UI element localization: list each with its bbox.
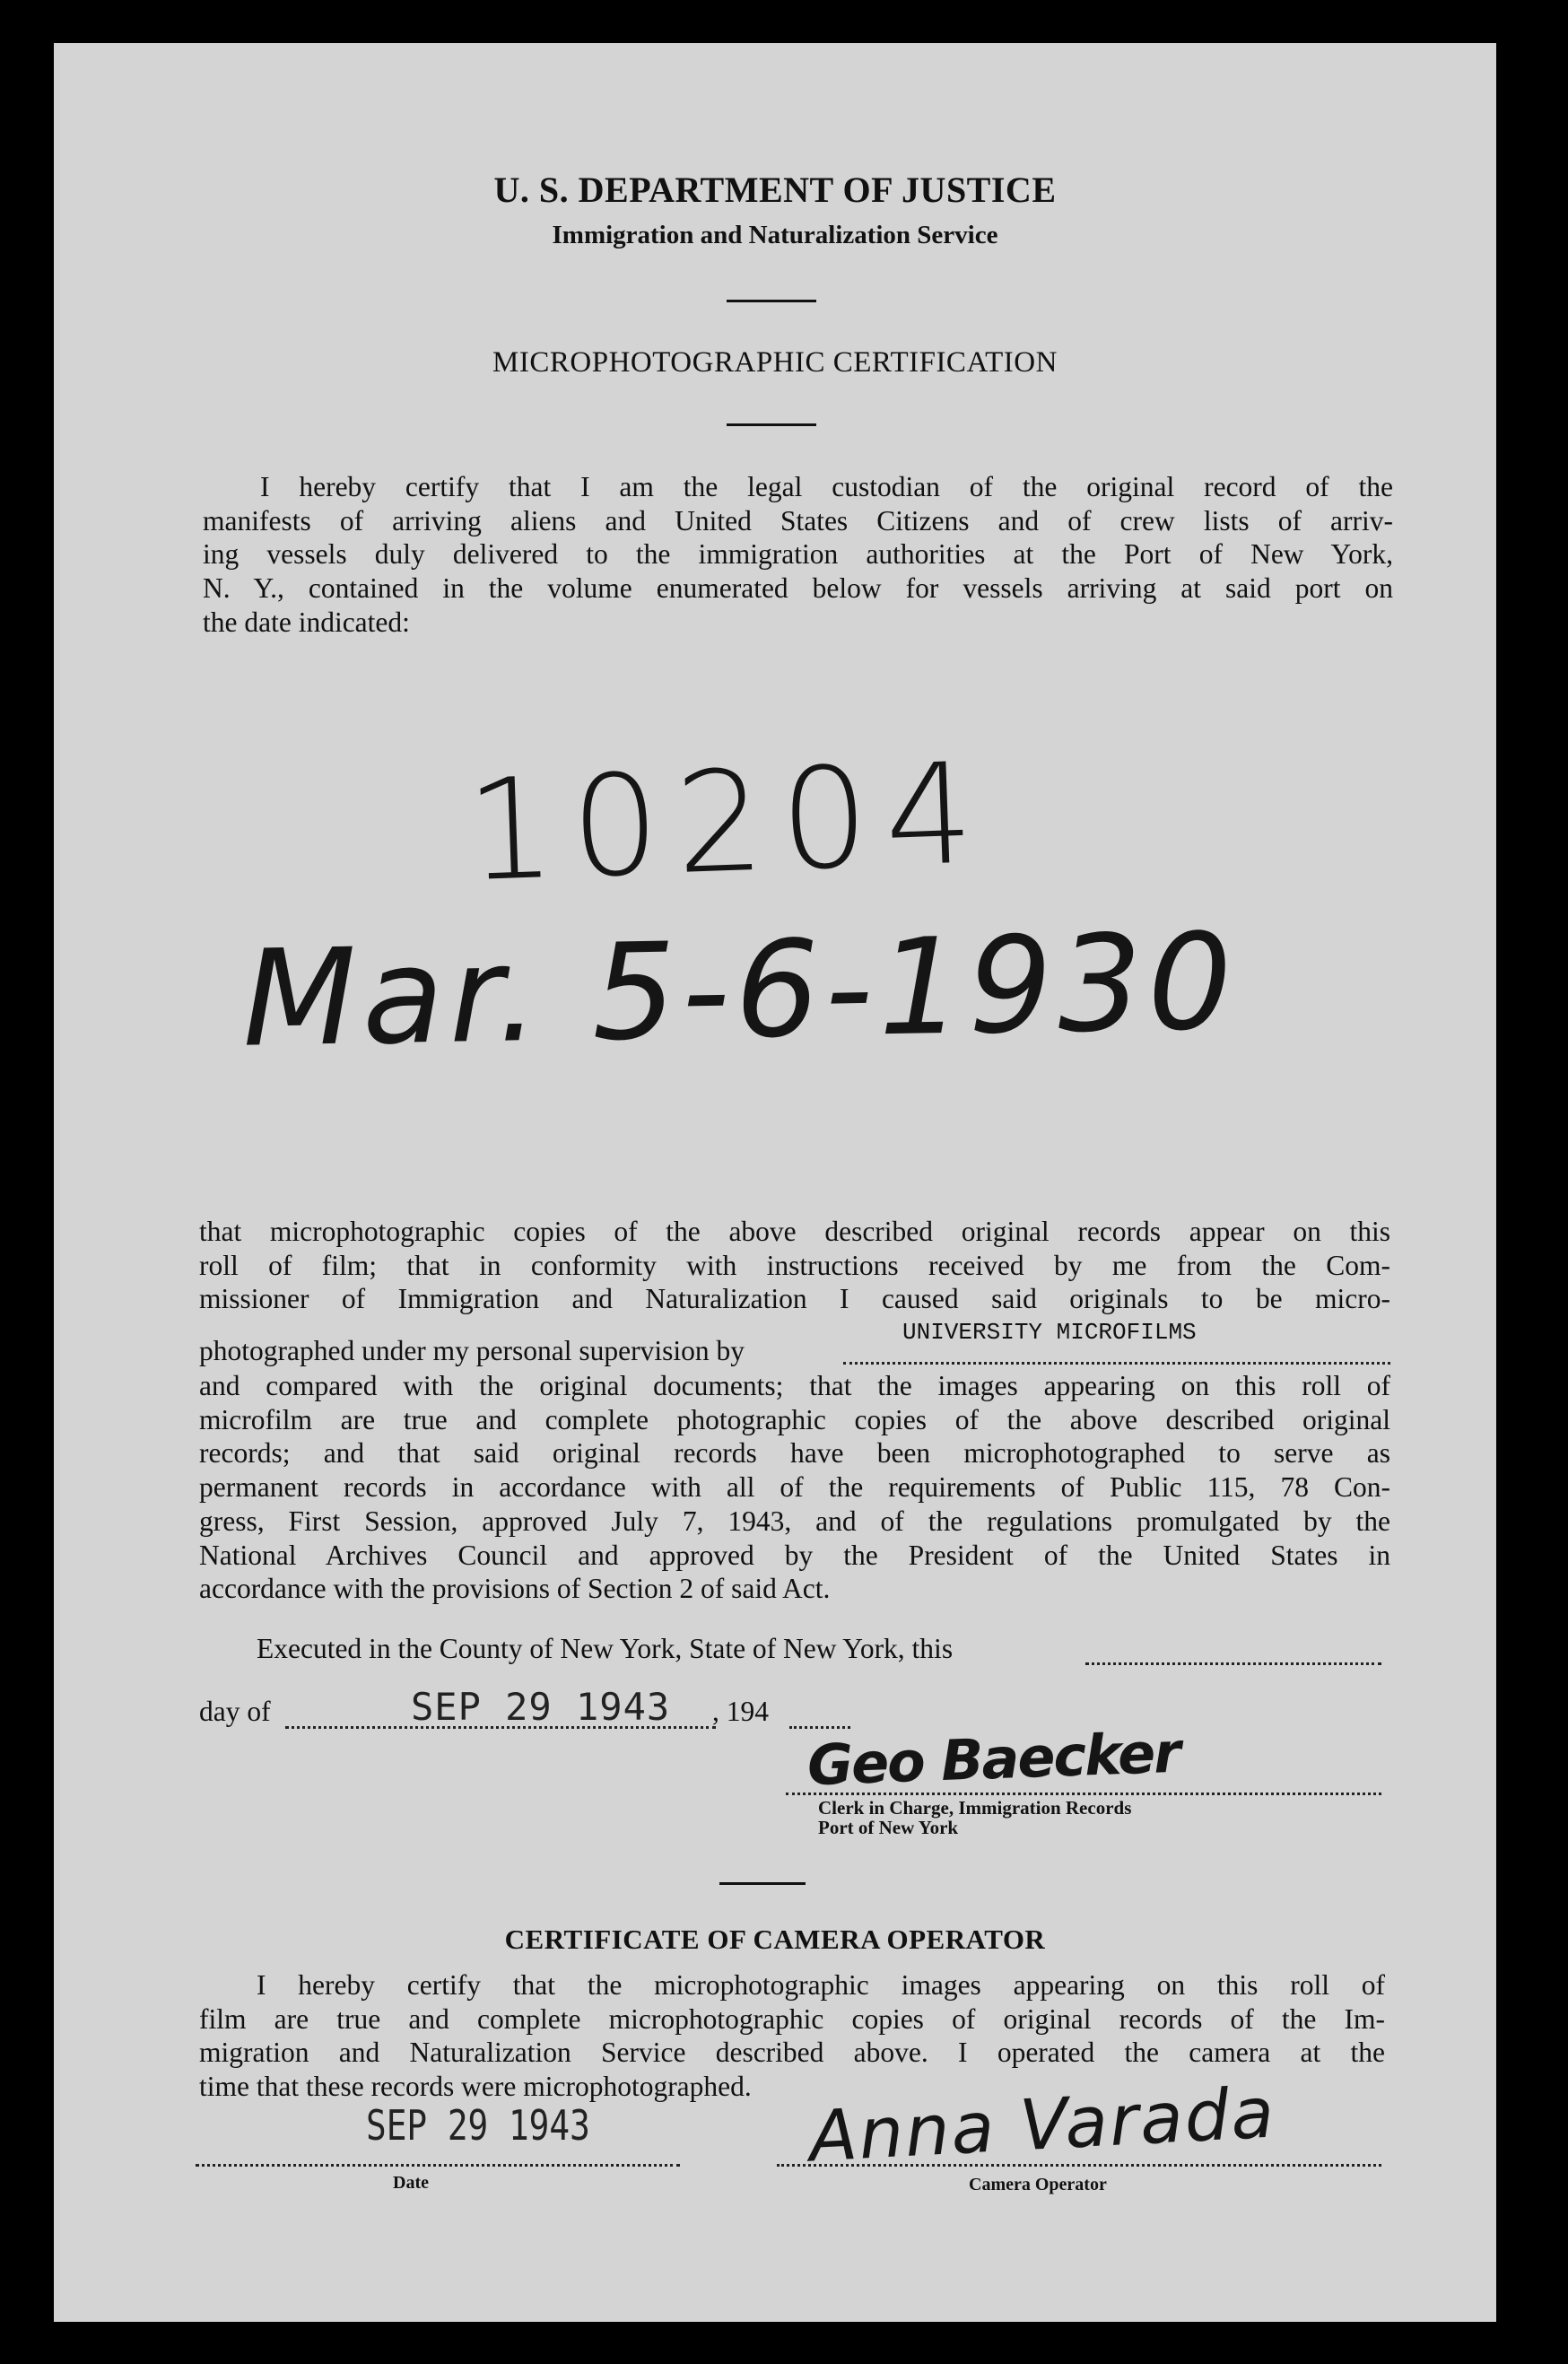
department-heading: U. S. DEPARTMENT OF JUSTICE	[493, 170, 1057, 210]
typed-supervisor-name: UNIVERSITY MICROFILMS	[902, 1319, 1197, 1346]
text-line: permanent records in accordance with all of the requirements of Public 115, 78 Con-	[199, 1471, 1390, 1504]
supervision-label: photographed under my personal supervision by	[199, 1335, 745, 1366]
text-line: accordance with the provisions of Section 2 of said Act.	[199, 1573, 831, 1605]
text-line: gress, First Session, approved July 7, 1943, and of the regulations promulgated by the	[199, 1505, 1390, 1537]
clerk-title: Clerk in Charge, Immigration Records	[818, 1797, 1132, 1819]
certificate-sheet	[54, 43, 1496, 2322]
text-line: I hereby certify that I am the legal custodian of the original record of the	[260, 471, 1393, 502]
text-line: migration and Naturalization Service described above. I operated the camera at the	[199, 2037, 1385, 2069]
clerk-office: Port of New York	[818, 1817, 959, 1838]
text-line: I hereby certify that the microphotographic images appearing on this roll of	[257, 1969, 1385, 2001]
camera-date-stamp: SEP 29 1943	[366, 2101, 590, 2150]
text-line: microfilm are true and complete photographic copies of the above described original	[199, 1403, 1390, 1435]
camera-certificate-title: CERTIFICATE OF CAMERA OPERATOR	[504, 1923, 1046, 1955]
date-label: Date	[393, 2173, 429, 2193]
handwritten-volume-number: 10204	[464, 731, 993, 913]
year-label: , 194	[712, 1696, 769, 1727]
day-date-stamp: SEP 29 1943	[411, 1685, 671, 1729]
certification-title: MICROPHOTOGRAPHIC CERTIFICATION	[492, 346, 1058, 379]
handwritten-arrival-date: Mar. 5-6-1930	[240, 904, 1239, 1077]
day-of-label: day of	[199, 1696, 271, 1727]
executed-dotted-line	[1085, 1662, 1381, 1665]
certification-paragraph-1	[203, 470, 1393, 640]
divider	[727, 300, 816, 302]
text-line: time that these records were microphotographed.	[199, 2071, 752, 2103]
operator-signature: Anna Varada	[807, 2072, 1278, 2178]
text-line: and compared with the original documents; that the images appearing on this roll of	[199, 1370, 1390, 1401]
divider	[727, 423, 816, 426]
operator-label: Camera Operator	[969, 2175, 1107, 2194]
year-dotted-line	[789, 1726, 850, 1729]
certification-paragraph-2	[199, 1215, 1390, 1316]
text-line: the date indicated:	[203, 606, 410, 638]
executed-statement: Executed in the County of New York, State of New York, this	[257, 1633, 954, 1664]
divider	[719, 1882, 806, 1885]
service-subheading: Immigration and Naturalization Service	[552, 221, 998, 249]
text-line: roll of film; that in conformity with instructions received by me from the Com-	[199, 1249, 1390, 1281]
text-line: N. Y., contained in the volume enumerated below for vessels arriving at said port on	[203, 572, 1393, 605]
date-dotted-line	[196, 2164, 680, 2167]
certification-paragraph-3	[199, 1369, 1390, 1606]
text-line: manifests of arriving aliens and United States Citizens and of crew lists of arriv-	[203, 504, 1393, 536]
text-line: National Archives Council and approved by the President of the United States in	[199, 1539, 1390, 1571]
text-line: missioner of Immigration and Naturalization I caused said originals to be micro-	[199, 1283, 1390, 1315]
text-line: records; and that said original records have been microphotographed to serve as	[199, 1437, 1390, 1470]
clerk-signature: Geo Baecker	[806, 1719, 1180, 1799]
text-line: that microphotographic copies of the above described original records appear on this	[199, 1216, 1390, 1247]
text-line: film are true and complete microphotographic copies of original records of the Im-	[199, 2002, 1385, 2035]
supervision-dotted-line	[843, 1362, 1390, 1365]
text-line: ing vessels duly delivered to the immigration authorities at the Port of New York,	[203, 538, 1393, 571]
